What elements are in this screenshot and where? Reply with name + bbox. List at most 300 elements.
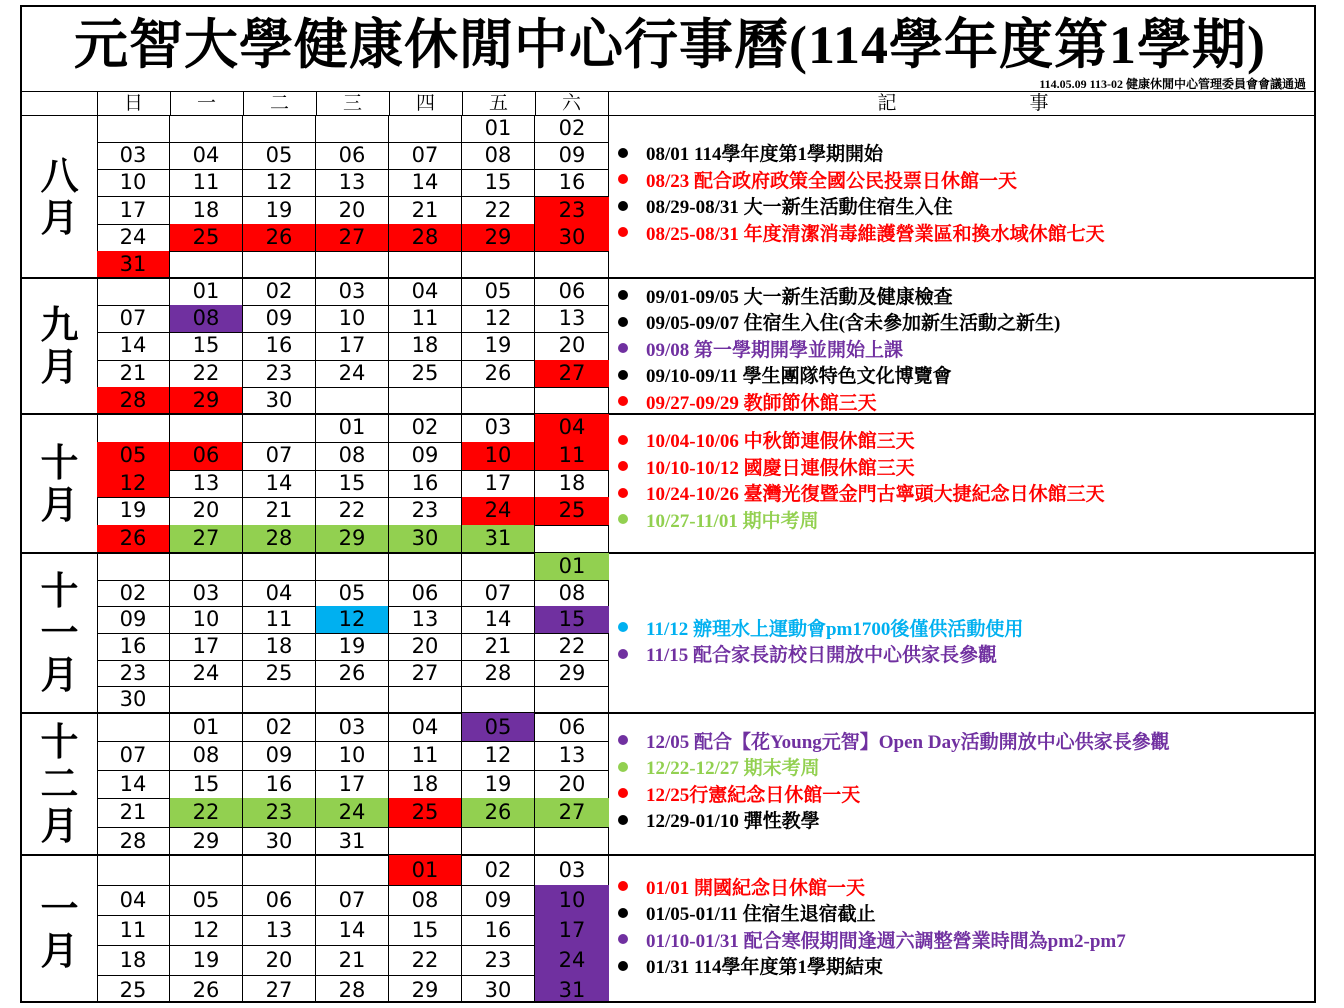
day-cell xyxy=(97,115,170,143)
day-cell: 07 xyxy=(389,142,462,170)
event-text: 01/01 開國紀念日休館一天 xyxy=(646,877,866,899)
day-cell: 06 xyxy=(170,442,243,471)
day-cell: 27 xyxy=(243,975,316,1003)
day-cell: 14 xyxy=(316,915,389,946)
day-cell: 21 xyxy=(462,633,535,661)
weekday-header: 日 xyxy=(123,92,143,114)
day-cell: 11 xyxy=(243,606,316,634)
day-cell: 07 xyxy=(316,885,389,916)
day-cell: 14 xyxy=(97,770,170,799)
day-cell: 31 xyxy=(535,975,609,1003)
day-cell: 24 xyxy=(462,497,535,526)
day-cell xyxy=(243,251,316,279)
day-cell: 17 xyxy=(316,332,389,360)
bullet-icon xyxy=(618,908,628,918)
day-cell: 30 xyxy=(243,827,316,856)
day-cell: 04 xyxy=(535,414,609,443)
day-cell: 02 xyxy=(243,713,316,742)
weekday-header: 四 xyxy=(415,92,435,114)
day-cell: 27 xyxy=(316,224,389,252)
day-cell xyxy=(389,115,462,143)
day-cell: 20 xyxy=(535,332,609,360)
day-cell: 05 xyxy=(462,278,535,306)
day-cell xyxy=(170,855,243,886)
month-notes xyxy=(608,140,1308,246)
day-cell: 26 xyxy=(316,660,389,688)
day-cell: 05 xyxy=(97,442,170,471)
day-cell xyxy=(389,553,462,581)
bullet-icon xyxy=(618,934,628,944)
weekday-header: 一 xyxy=(196,92,216,114)
day-cell: 01 xyxy=(462,115,535,143)
day-cell: 19 xyxy=(97,497,170,526)
bullet-icon xyxy=(618,881,628,891)
day-cell: 26 xyxy=(243,224,316,252)
day-cell: 06 xyxy=(535,278,609,306)
day-cell xyxy=(316,251,389,279)
day-cell: 11 xyxy=(170,169,243,197)
event-item xyxy=(608,807,1308,834)
bullet-icon xyxy=(618,174,628,184)
grid-line xyxy=(535,91,536,115)
event-item xyxy=(608,140,1308,167)
day-cell xyxy=(170,115,243,143)
day-cell: 09 xyxy=(535,142,609,170)
day-cell: 29 xyxy=(535,660,609,688)
day-cell xyxy=(97,855,170,886)
day-cell xyxy=(316,686,389,714)
day-cell xyxy=(462,387,535,415)
day-cell xyxy=(535,686,609,714)
day-cell: 06 xyxy=(389,580,462,608)
event-text: 09/08 第一學期開學並開始上課 xyxy=(646,339,904,361)
grid-line xyxy=(462,91,463,115)
page-title: 元智大學健康休閒中心行事曆(114學年度第1學期) xyxy=(74,15,1266,75)
day-cell: 23 xyxy=(97,660,170,688)
day-cell xyxy=(389,827,462,856)
day-cell xyxy=(97,414,170,443)
day-cell: 17 xyxy=(535,915,609,946)
approval-note: 114.05.09 113-02 健康休閒中心管理委員會會議通過 xyxy=(1039,77,1306,91)
event-item xyxy=(608,640,1308,667)
day-cell: 22 xyxy=(462,197,535,225)
day-cell: 03 xyxy=(535,855,609,886)
day-cell: 28 xyxy=(462,660,535,688)
weekday-header: 六 xyxy=(561,92,581,114)
grid-line xyxy=(389,91,390,115)
day-cell: 09 xyxy=(243,305,316,333)
day-cell: 13 xyxy=(535,741,609,770)
event-text: 11/15 配合家長訪校日開放中心供家長參觀 xyxy=(646,645,997,667)
day-cell: 25 xyxy=(389,360,462,388)
bullet-icon xyxy=(618,649,628,659)
month-label: 一 月 xyxy=(40,887,79,973)
bullet-icon xyxy=(618,148,628,158)
day-cell: 01 xyxy=(170,278,243,306)
day-cell: 18 xyxy=(389,770,462,799)
day-cell: 02 xyxy=(389,414,462,443)
day-cell: 22 xyxy=(535,633,609,661)
weekday-header: 二 xyxy=(269,92,289,114)
day-cell: 11 xyxy=(389,305,462,333)
bullet-icon xyxy=(618,370,628,380)
day-cell: 19 xyxy=(316,633,389,661)
day-cell: 23 xyxy=(243,798,316,827)
day-cell xyxy=(462,827,535,856)
day-cell: 23 xyxy=(462,945,535,976)
day-cell xyxy=(389,686,462,714)
day-cell: 22 xyxy=(170,360,243,388)
month-notes xyxy=(608,614,1308,667)
day-cell: 25 xyxy=(97,975,170,1003)
day-cell: 11 xyxy=(389,741,462,770)
event-item xyxy=(608,900,1308,927)
day-cell xyxy=(535,251,609,279)
event-text: 09/27-09/29 教師節休館三天 xyxy=(646,392,877,414)
day-cell: 28 xyxy=(97,827,170,856)
day-cell: 22 xyxy=(316,497,389,526)
day-cell: 03 xyxy=(462,414,535,443)
event-text: 12/22-12/27 期末考周 xyxy=(646,758,820,780)
event-text: 08/25-08/31 年度清潔消毒維護營業區和換水域休館七天 xyxy=(646,223,1105,245)
event-item xyxy=(608,193,1308,220)
bullet-icon xyxy=(618,514,628,524)
day-cell: 06 xyxy=(535,713,609,742)
day-cell: 05 xyxy=(243,142,316,170)
day-cell xyxy=(170,251,243,279)
day-cell: 13 xyxy=(243,915,316,946)
day-cell: 11 xyxy=(97,915,170,946)
day-cell: 01 xyxy=(535,553,609,581)
grid-line xyxy=(243,91,244,115)
day-cell: 14 xyxy=(389,169,462,197)
day-cell: 19 xyxy=(462,332,535,360)
day-cell: 30 xyxy=(535,224,609,252)
day-cell: 30 xyxy=(243,387,316,415)
bullet-icon xyxy=(618,488,628,498)
event-text: 01/05-01/11 住宿生退宿截止 xyxy=(646,904,876,926)
day-cell: 29 xyxy=(170,827,243,856)
event-text: 01/31 114學年度第1學期結束 xyxy=(646,957,883,979)
day-cell: 17 xyxy=(170,633,243,661)
day-cell: 15 xyxy=(462,169,535,197)
day-cell xyxy=(462,686,535,714)
day-cell: 07 xyxy=(462,580,535,608)
day-cell: 16 xyxy=(462,915,535,946)
day-cell: 21 xyxy=(316,945,389,976)
day-cell: 10 xyxy=(316,305,389,333)
event-text: 12/05 配合【花Young元智】Open Day活動開放中心供家長參觀 xyxy=(646,731,1170,753)
day-cell: 12 xyxy=(243,169,316,197)
day-cell: 10 xyxy=(316,741,389,770)
day-cell: 15 xyxy=(170,770,243,799)
bullet-icon xyxy=(618,622,628,632)
day-cell: 17 xyxy=(462,470,535,499)
bullet-icon xyxy=(618,762,628,772)
bullet-icon xyxy=(618,317,628,327)
day-cell: 18 xyxy=(170,197,243,225)
event-text: 12/25行憲紀念日休館一天 xyxy=(646,784,861,806)
month-label: 八 月 xyxy=(40,153,79,240)
bullet-icon xyxy=(618,788,628,798)
day-cell: 06 xyxy=(243,885,316,916)
day-cell: 13 xyxy=(170,470,243,499)
day-cell xyxy=(535,827,609,856)
event-item xyxy=(608,335,1308,362)
day-cell xyxy=(316,387,389,415)
day-cell: 03 xyxy=(316,713,389,742)
day-cell: 13 xyxy=(389,606,462,634)
day-cell: 30 xyxy=(462,975,535,1003)
day-cell: 26 xyxy=(170,975,243,1003)
event-item xyxy=(608,953,1308,980)
day-cell: 14 xyxy=(97,332,170,360)
event-text: 10/27-11/01 期中考周 xyxy=(646,510,819,532)
notes-header: 記 事 xyxy=(877,92,1049,114)
day-cell xyxy=(170,414,243,443)
day-cell: 24 xyxy=(170,660,243,688)
event-text: 11/12 辦理水上運動會pm1700後僅供活動使用 xyxy=(646,618,1024,640)
day-cell: 31 xyxy=(97,251,170,279)
day-cell: 21 xyxy=(389,197,462,225)
event-text: 10/10-10/12 國慶日連假休館三天 xyxy=(646,457,915,479)
day-cell: 02 xyxy=(535,115,609,143)
event-item xyxy=(608,282,1308,309)
day-cell: 04 xyxy=(170,142,243,170)
event-text: 08/23 配合政府政策全國公民投票日休館一天 xyxy=(646,170,1018,192)
day-cell: 30 xyxy=(389,525,462,554)
month-notes xyxy=(608,873,1308,979)
day-cell: 01 xyxy=(389,855,462,886)
month-notes xyxy=(608,282,1308,415)
event-item xyxy=(608,480,1308,507)
day-cell: 29 xyxy=(316,525,389,554)
day-cell xyxy=(389,387,462,415)
event-item xyxy=(608,926,1308,953)
day-cell xyxy=(243,115,316,143)
day-cell: 05 xyxy=(170,885,243,916)
day-cell: 01 xyxy=(170,713,243,742)
day-cell: 07 xyxy=(243,442,316,471)
day-cell: 16 xyxy=(535,169,609,197)
day-cell: 20 xyxy=(170,497,243,526)
day-cell xyxy=(170,553,243,581)
event-text: 01/10-01/31 配合寒假期間逢週六調整營業時間為pm2-pm7 xyxy=(646,930,1126,952)
day-cell: 23 xyxy=(243,360,316,388)
day-cell xyxy=(535,525,609,554)
event-text: 10/24-10/26 臺灣光復暨金門古寧頭大捷紀念日休館三天 xyxy=(646,484,1105,506)
event-item xyxy=(608,166,1308,193)
day-cell: 17 xyxy=(97,197,170,225)
weekday-header: 五 xyxy=(488,92,508,114)
day-cell: 12 xyxy=(462,741,535,770)
day-cell: 25 xyxy=(389,798,462,827)
day-cell xyxy=(535,387,609,415)
day-cell: 14 xyxy=(462,606,535,634)
bullet-icon xyxy=(618,227,628,237)
bullet-icon xyxy=(618,396,628,406)
day-cell: 07 xyxy=(97,741,170,770)
day-cell: 27 xyxy=(535,798,609,827)
day-cell xyxy=(170,686,243,714)
event-item xyxy=(608,427,1308,454)
day-cell: 09 xyxy=(243,741,316,770)
day-cell: 28 xyxy=(97,387,170,415)
day-cell xyxy=(97,713,170,742)
day-cell: 13 xyxy=(316,169,389,197)
day-cell: 14 xyxy=(243,470,316,499)
day-cell: 26 xyxy=(462,360,535,388)
event-text: 08/29-08/31 大一新生活動住宿生入住 xyxy=(646,197,953,219)
day-cell: 31 xyxy=(462,525,535,554)
day-cell: 15 xyxy=(389,915,462,946)
day-cell: 04 xyxy=(389,713,462,742)
day-cell: 08 xyxy=(170,741,243,770)
day-cell: 10 xyxy=(97,169,170,197)
day-cell: 27 xyxy=(170,525,243,554)
day-cell: 15 xyxy=(316,470,389,499)
day-cell: 08 xyxy=(535,580,609,608)
day-cell: 22 xyxy=(389,945,462,976)
event-item xyxy=(608,780,1308,807)
day-cell xyxy=(316,115,389,143)
day-cell: 29 xyxy=(389,975,462,1003)
day-cell: 18 xyxy=(389,332,462,360)
day-cell: 13 xyxy=(535,305,609,333)
day-cell: 08 xyxy=(462,142,535,170)
day-cell: 10 xyxy=(462,442,535,471)
day-cell: 09 xyxy=(389,442,462,471)
event-item xyxy=(608,873,1308,900)
event-text: 08/01 114學年度第1學期開始 xyxy=(646,144,883,166)
event-text: 09/10-09/11 學生團隊特色文化博覽會 xyxy=(646,366,952,388)
day-cell: 24 xyxy=(535,945,609,976)
event-text: 10/04-10/06 中秋節連假休館三天 xyxy=(646,431,915,453)
day-cell xyxy=(243,855,316,886)
month-label: 十 一 月 xyxy=(40,569,79,697)
day-cell: 11 xyxy=(535,442,609,471)
day-cell: 19 xyxy=(462,770,535,799)
day-cell: 01 xyxy=(316,414,389,443)
bullet-icon xyxy=(618,343,628,353)
day-cell xyxy=(389,251,462,279)
day-cell: 20 xyxy=(389,633,462,661)
grid-line xyxy=(316,91,317,115)
day-cell: 20 xyxy=(535,770,609,799)
grid-line xyxy=(170,91,171,115)
day-cell: 27 xyxy=(535,360,609,388)
bullet-icon xyxy=(618,201,628,211)
day-cell xyxy=(316,855,389,886)
day-cell: 24 xyxy=(316,798,389,827)
bullet-icon xyxy=(618,815,628,825)
day-cell xyxy=(243,414,316,443)
day-cell: 03 xyxy=(316,278,389,306)
day-cell: 21 xyxy=(97,360,170,388)
month-label: 十 月 xyxy=(40,440,79,527)
day-cell: 25 xyxy=(170,224,243,252)
day-cell: 28 xyxy=(389,224,462,252)
day-cell: 21 xyxy=(243,497,316,526)
day-cell: 22 xyxy=(170,798,243,827)
day-cell: 30 xyxy=(97,686,170,714)
day-cell: 03 xyxy=(170,580,243,608)
event-item xyxy=(608,614,1308,641)
day-cell: 04 xyxy=(243,580,316,608)
calendar-sheet xyxy=(20,5,1316,1003)
day-cell xyxy=(462,251,535,279)
day-cell: 18 xyxy=(97,945,170,976)
event-item xyxy=(608,506,1308,533)
day-cell: 16 xyxy=(389,470,462,499)
day-cell: 05 xyxy=(462,713,535,742)
bullet-icon xyxy=(618,735,628,745)
day-cell: 10 xyxy=(535,885,609,916)
day-cell xyxy=(97,278,170,306)
day-cell: 20 xyxy=(316,197,389,225)
bullet-icon xyxy=(618,290,628,300)
day-cell: 08 xyxy=(316,442,389,471)
day-cell: 04 xyxy=(389,278,462,306)
day-cell: 27 xyxy=(389,660,462,688)
day-cell xyxy=(243,553,316,581)
day-cell: 17 xyxy=(316,770,389,799)
day-cell: 18 xyxy=(243,633,316,661)
day-cell: 19 xyxy=(243,197,316,225)
day-cell: 16 xyxy=(243,770,316,799)
grid-line xyxy=(22,91,1316,92)
day-cell xyxy=(243,686,316,714)
event-item xyxy=(608,388,1308,415)
day-cell: 06 xyxy=(316,142,389,170)
day-cell: 29 xyxy=(462,224,535,252)
calendar-grid xyxy=(22,91,1316,1003)
day-cell: 09 xyxy=(97,606,170,634)
day-cell xyxy=(462,553,535,581)
day-cell: 02 xyxy=(462,855,535,886)
day-cell: 19 xyxy=(170,945,243,976)
month-label: 九 月 xyxy=(40,303,79,389)
day-cell: 28 xyxy=(243,525,316,554)
event-item xyxy=(608,754,1308,781)
bullet-icon xyxy=(618,461,628,471)
day-cell: 16 xyxy=(97,633,170,661)
day-cell: 23 xyxy=(389,497,462,526)
day-cell: 09 xyxy=(462,885,535,916)
day-cell: 24 xyxy=(97,224,170,252)
day-cell: 26 xyxy=(462,798,535,827)
day-cell: 24 xyxy=(316,360,389,388)
day-cell: 12 xyxy=(316,606,389,634)
day-cell: 25 xyxy=(535,497,609,526)
day-cell: 29 xyxy=(170,387,243,415)
day-cell: 15 xyxy=(535,606,609,634)
day-cell: 28 xyxy=(316,975,389,1003)
weekday-header: 三 xyxy=(342,92,362,114)
day-cell: 18 xyxy=(535,470,609,499)
event-item xyxy=(608,219,1308,246)
day-cell: 15 xyxy=(170,332,243,360)
day-cell: 08 xyxy=(170,305,243,333)
day-cell: 12 xyxy=(170,915,243,946)
day-cell: 31 xyxy=(316,827,389,856)
event-item xyxy=(608,309,1308,336)
bullet-icon xyxy=(618,961,628,971)
day-cell: 10 xyxy=(170,606,243,634)
day-cell: 16 xyxy=(243,332,316,360)
month-notes xyxy=(608,427,1308,533)
bullet-icon xyxy=(618,435,628,445)
